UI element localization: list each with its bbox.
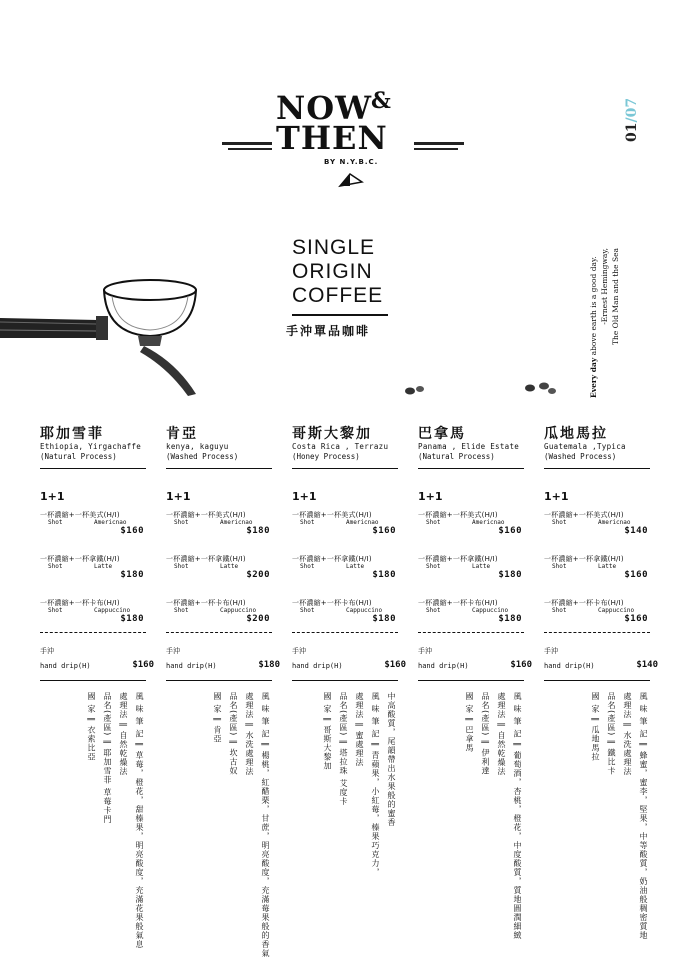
logo-now-text: NOW [276, 89, 373, 127]
note-line: 國 家 ∥ 衣索比亞 [87, 692, 96, 762]
menu-item [292, 554, 396, 594]
item-label: 一杯濃縮+一杯卡布(H/I) [292, 599, 372, 607]
hand-drip-label: 手沖 [292, 647, 306, 655]
item-price: $180 [120, 614, 144, 624]
item-sub-drink: Latte [220, 563, 239, 570]
note-line: 中高酸質，尾韻帶出水果般的蜜香 [387, 692, 396, 827]
column-divider [40, 468, 146, 469]
item-sub-shot: Shot [174, 519, 189, 526]
hand-drip-price: $180 [258, 660, 280, 670]
dashed-divider [418, 632, 524, 633]
menu-item [418, 510, 522, 550]
portafilter-illustration [0, 272, 210, 402]
coffee-process: (Honey Process) [292, 452, 360, 461]
combo-heading: 1+1 [418, 490, 443, 503]
coffee-name: 哥斯大黎加 [292, 426, 372, 442]
logo-bar [414, 142, 464, 145]
item-price: $200 [246, 614, 270, 624]
menu-column [166, 426, 282, 958]
coffee-process: (Natural Process) [418, 452, 495, 461]
item-label: 一杯濃縮+一杯美式(H/I) [418, 511, 498, 519]
note-line: 國 家 ∥ 巴拿馬 [465, 692, 474, 753]
item-label: 一杯濃縮+一杯美式(H/I) [292, 511, 372, 519]
menu-item [292, 510, 396, 550]
item-label: 一杯濃縮+一杯美式(H/I) [544, 511, 624, 519]
hand-drip-label: 手沖 [544, 647, 558, 655]
menu-item [40, 510, 144, 550]
item-sub-shot: Shot [48, 563, 63, 570]
item-label: 一杯濃縮+一杯拿鐵(H/I) [292, 555, 372, 563]
item-sub-drink: Americnao [94, 519, 127, 526]
page-number [620, 96, 650, 146]
title-divider [292, 314, 388, 316]
coffee-origin: Costa Rica , Terrazu [292, 442, 389, 451]
hand-drip-price: $160 [132, 660, 154, 670]
combo-heading: 1+1 [166, 490, 191, 503]
coffee-name: 巴拿馬 [418, 426, 466, 442]
menu-item [544, 554, 648, 594]
item-sub-shot: Shot [300, 563, 315, 570]
item-sub-shot: Shot [174, 563, 189, 570]
coffee-beans-icon [400, 380, 460, 400]
quote-author: -Ernest Hemingway, [600, 248, 609, 325]
coffee-beans-icon [522, 378, 562, 398]
menu-item [40, 554, 144, 594]
hand-drip-label: 手沖 [418, 647, 432, 655]
quote-source: The Old Man and the Sea [611, 248, 620, 345]
note-line: 風 味 筆 記 ∥ 草莓，橙花，甜榛果，明亮酸度，充滿花果般氣息 [135, 692, 144, 949]
menu-column [292, 426, 408, 877]
item-sub-drink: Cappuccino [472, 607, 509, 614]
tasting-notes [418, 692, 528, 942]
tasting-notes [292, 692, 402, 942]
column-divider [418, 680, 524, 681]
item-label: 一杯濃縮+一杯美式(H/I) [166, 511, 246, 519]
coffee-name: 肯亞 [166, 426, 198, 442]
menu-column [40, 426, 156, 949]
item-price: $180 [498, 614, 522, 624]
tasting-notes [166, 692, 276, 958]
item-sub-drink: Cappuccino [220, 607, 257, 614]
menu-item [544, 510, 648, 550]
menu-column [544, 426, 660, 940]
item-price: $200 [246, 570, 270, 580]
column-divider [544, 468, 650, 469]
page-total: /07 [624, 97, 640, 123]
hand-drip-label: 手沖 [40, 647, 54, 655]
note-line: 國 家 ∥ 肯亞 [213, 692, 222, 744]
logo-bar [228, 148, 272, 150]
hand-drip-en: hand drip(H) [292, 662, 343, 670]
hand-drip-en: hand drip(H) [544, 662, 595, 670]
item-sub-shot: Shot [48, 607, 63, 614]
item-price: $180 [246, 526, 270, 536]
tasting-notes [40, 692, 150, 949]
item-sub-drink: Americnao [220, 519, 253, 526]
note-line: 風 味 筆 記 ∥ 楊桃，紅醋栗，甘蔗，明亮酸度，充滿莓果般的香氣 [261, 692, 270, 958]
note-line: 處理法 ∥ 自然乾燥法 [119, 692, 128, 777]
menu-item [166, 510, 270, 550]
coffee-process: (Washed Process) [166, 452, 239, 461]
item-sub-shot: Shot [426, 563, 441, 570]
item-sub-drink: Americnao [472, 519, 505, 526]
item-sub-shot: Shot [552, 563, 567, 570]
item-price: $160 [624, 614, 648, 624]
hand-drip-label: 手沖 [166, 647, 180, 655]
item-label: 一杯濃縮+一杯拿鐵(H/I) [40, 555, 120, 563]
item-label: 一杯濃縮+一杯拿鐵(H/I) [166, 555, 246, 563]
item-label: 一杯濃縮+一杯卡布(H/I) [166, 599, 246, 607]
combo-heading: 1+1 [544, 490, 569, 503]
item-sub-shot: Shot [552, 607, 567, 614]
note-line: 國 家 ∥ 瓜地馬拉 [591, 692, 600, 762]
hand-drip-price: $140 [636, 660, 658, 670]
item-sub-drink: Latte [472, 563, 491, 570]
item-sub-drink: Cappuccino [346, 607, 383, 614]
coffee-origin: kenya, kaguyu [166, 442, 229, 451]
item-price: $140 [624, 526, 648, 536]
coffee-origin: Panama , Elide Estate [418, 442, 520, 451]
item-sub-drink: Americnao [598, 519, 631, 526]
item-price: $160 [498, 526, 522, 536]
note-line: 處理法 ∥ 自然乾燥法 [497, 692, 506, 777]
dashed-divider [544, 632, 650, 633]
hand-drip-en: hand drip(H) [166, 662, 217, 670]
item-sub-drink: Americnao [346, 519, 379, 526]
item-sub-drink: Latte [346, 563, 365, 570]
item-price: $180 [498, 570, 522, 580]
item-sub-drink: Cappuccino [94, 607, 131, 614]
note-line: 處理法 ∥ 水洗處理法 [623, 692, 632, 777]
logo-ampersand: & [371, 88, 391, 114]
combo-heading: 1+1 [292, 490, 317, 503]
item-price: $180 [372, 614, 396, 624]
note-line: 風 味 筆 記 ∥ 蜂蜜，蜜李，堅果，中等酸質，奶油般稠密質地 [639, 692, 648, 940]
note-line: 風 味 筆 記 ∥ 青蘋果，小紅莓，榛果巧克力， [371, 692, 380, 877]
menu-item [166, 554, 270, 594]
title-line: SINGLE [292, 236, 376, 259]
item-label: 一杯濃縮+一杯美式(H/I) [40, 511, 120, 519]
dashed-divider [166, 632, 272, 633]
column-divider [544, 680, 650, 681]
dashed-divider [40, 632, 146, 633]
item-label: 一杯濃縮+一杯卡布(H/I) [418, 599, 498, 607]
dashed-divider [292, 632, 398, 633]
coffee-name: 瓜地馬拉 [544, 426, 608, 442]
note-line: 品名(產區) ∥ 鐵比卡 [607, 692, 616, 776]
item-sub-shot: Shot [300, 519, 315, 526]
item-sub-shot: Shot [300, 607, 315, 614]
item-label: 一杯濃縮+一杯拿鐵(H/I) [544, 555, 624, 563]
item-label: 一杯濃縮+一杯拿鐵(H/I) [418, 555, 498, 563]
hand-drip-price: $160 [384, 660, 406, 670]
hand-drip-price: $160 [510, 660, 532, 670]
item-sub-shot: Shot [552, 519, 567, 526]
item-sub-shot: Shot [426, 519, 441, 526]
quote-bold: Every day [589, 357, 598, 398]
logo-bar [222, 142, 272, 145]
coffee-origin: Guatemala ,Typica [544, 442, 626, 451]
item-sub-drink: Latte [598, 563, 617, 570]
note-line: 品名(產區) ∥ 耶加雪菲 草莓卡門 [103, 692, 112, 824]
menu-column [418, 426, 534, 940]
column-divider [292, 468, 398, 469]
item-price: $160 [372, 526, 396, 536]
item-sub-shot: Shot [426, 607, 441, 614]
page-subtitle: 手沖單品咖啡 [286, 324, 371, 338]
hand-drip-en: hand drip(H) [418, 662, 469, 670]
page-current: 01 [624, 122, 640, 142]
coffee-process: (Natural Process) [40, 452, 117, 461]
logo-triangle-icon [338, 172, 364, 188]
note-line: 風 味 筆 記 ∥ 葡萄酒，杏桃，橙花，中度酸質，質地圓潤細緻 [513, 692, 522, 940]
note-line: 處理法 ∥ 水洗處理法 [245, 692, 254, 777]
item-label: 一杯濃縮+一杯卡布(H/I) [544, 599, 624, 607]
item-sub-shot: Shot [174, 607, 189, 614]
brand-logo [276, 88, 416, 192]
item-price: $160 [120, 526, 144, 536]
logo-byline: BY N.Y.B.C. [324, 158, 379, 166]
column-divider [40, 680, 146, 681]
item-price: $180 [372, 570, 396, 580]
hand-drip-en: hand drip(H) [40, 662, 91, 670]
item-sub-drink: Latte [94, 563, 113, 570]
title-line: COFFEE [292, 284, 384, 307]
page-title [292, 236, 402, 308]
item-price: $180 [120, 570, 144, 580]
logo-bar [414, 148, 458, 150]
coffee-process: (Washed Process) [544, 452, 617, 461]
note-line: 品名(產區) ∥ 塔拉珠 艾度卡 [339, 692, 348, 806]
combo-heading: 1+1 [40, 490, 65, 503]
coffee-name: 耶加雪菲 [40, 426, 104, 442]
tasting-notes [544, 692, 654, 942]
item-sub-drink: Cappuccino [598, 607, 635, 614]
menu-item [418, 554, 522, 594]
note-line: 品名(產區) ∥ 坎古奴 [229, 692, 238, 776]
coffee-origin: Ethiopia, Yirgachaffe [40, 442, 142, 451]
quote-text: above earth is a good day. [589, 256, 598, 358]
note-line: 品名(產區) ∥ 伊利達 [481, 692, 490, 776]
column-divider [166, 468, 272, 469]
title-line: ORIGIN [292, 260, 373, 283]
logo-then-text: THEN [276, 119, 388, 157]
item-sub-shot: Shot [48, 519, 63, 526]
item-label: 一杯濃縮+一杯卡布(H/I) [40, 599, 120, 607]
column-divider [418, 468, 524, 469]
column-divider [166, 680, 272, 681]
hemingway-quote [588, 248, 648, 398]
column-divider [292, 680, 398, 681]
note-line: 處理法 ∥ 蜜處理法 [355, 692, 364, 768]
note-line: 國 家 ∥ 哥斯大黎加 [323, 692, 332, 771]
item-price: $160 [624, 570, 648, 580]
